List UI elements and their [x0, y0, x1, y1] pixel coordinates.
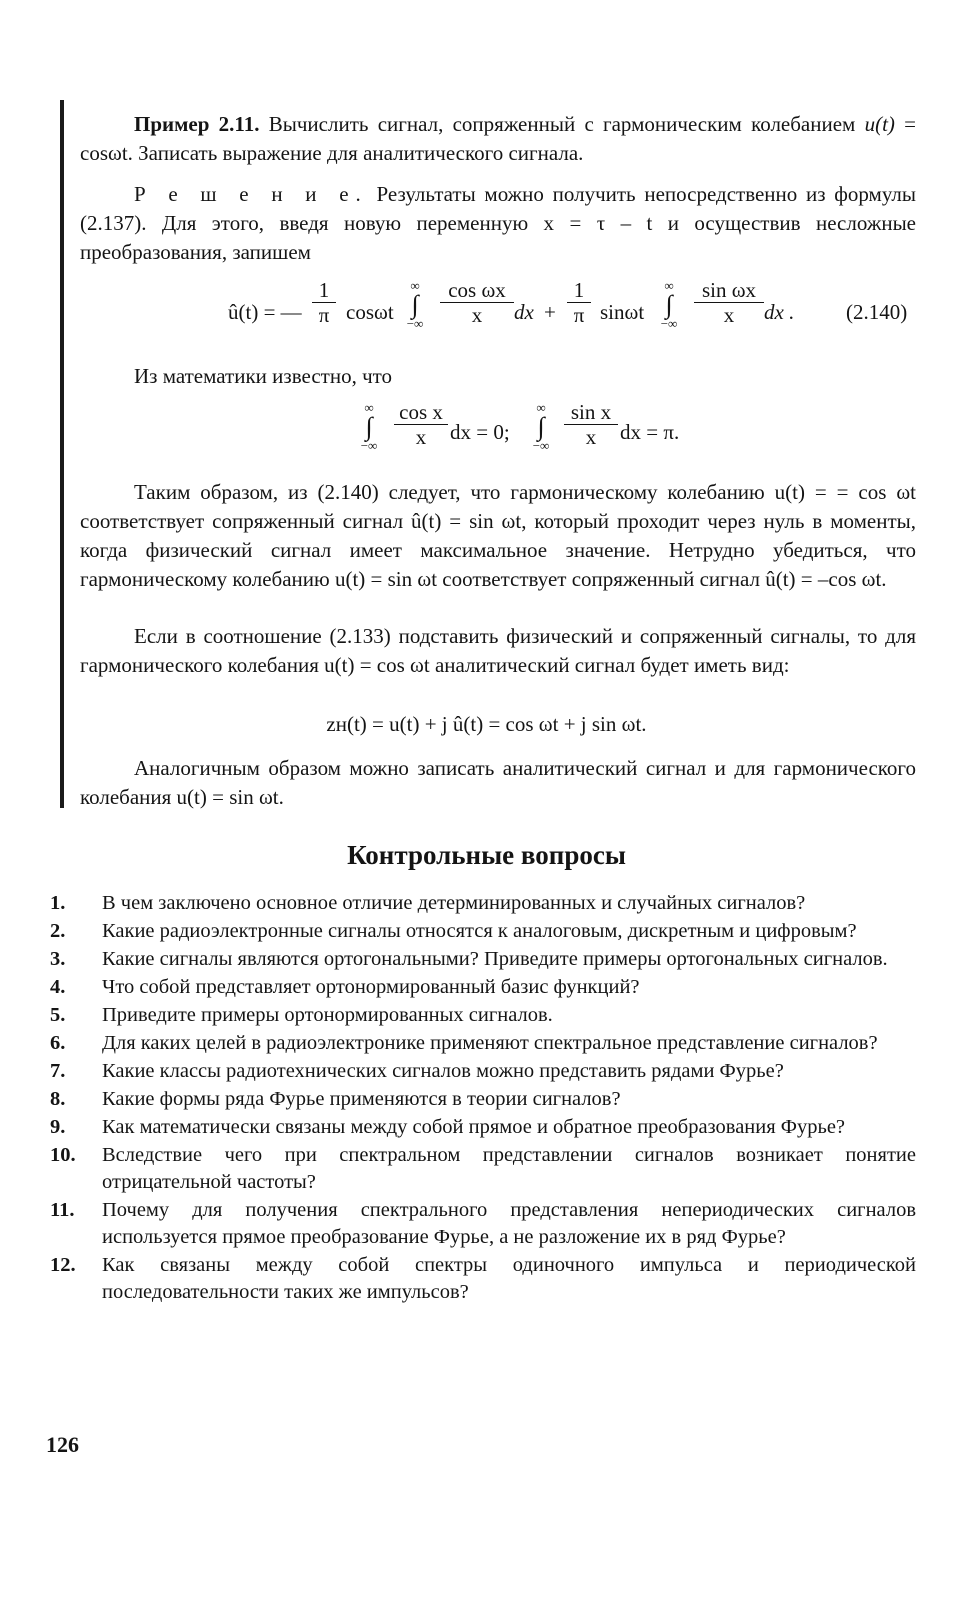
- question-item: [50, 890, 916, 917]
- paragraph-similar: Аналогичным образом можно записать аналитический сигнал и для гармонического колебания u(t) = sin ωt.: [80, 756, 916, 809]
- paragraph-if: Если в соотношение (2.133) подставить физический и сопряженный сигналы, то для гармонического колебания u(t) = cos ωt аналитический сигнал будет иметь вид:: [80, 624, 916, 677]
- question-text: Для каких целей в радиоэлектронике применяют спектральное представление сигналов?: [102, 1032, 878, 1054]
- question-number: 4.: [50, 976, 66, 998]
- denominator: π: [573, 303, 585, 327]
- denominator: x: [471, 303, 483, 327]
- question-number: 9.: [50, 1116, 66, 1138]
- question-number: 2.: [50, 920, 66, 942]
- question-item: [50, 1030, 916, 1057]
- lower-limit: −∞: [660, 316, 678, 331]
- question-item: [50, 1058, 916, 1085]
- question-text: В чем заключено основное отличие детерминированных и случайных сигналов?: [102, 892, 806, 914]
- example-text-1: Вычислить сигнал, сопряженный с гармоническим колебанием: [259, 112, 865, 136]
- solution-label: Р е ш е н и е.: [134, 182, 368, 206]
- denominator: x: [415, 425, 427, 449]
- question-item: [50, 1002, 916, 1029]
- fraction-sin-wx-over-x: [694, 278, 764, 327]
- numerator: cos x: [394, 400, 448, 425]
- question-number: 10.: [50, 1144, 76, 1166]
- question-item: [50, 974, 916, 1001]
- fraction-cos-wx-over-x: [440, 278, 514, 327]
- paragraph-thus: Таким образом, из (2.140) следует, что гармоническому колебанию u(t) = = cos ωt соответствует сопряженный сигнал û(t) = sin ωt, который проходит через нуль в моменты, когда физический сигнал имеет максимальное значение. Нетрудно убедиться, что гармоническому колебанию u(t) = sin ωt соответствует сопряженный сигнал û(t) = –cos ωt.: [80, 480, 916, 591]
- example-u-t: u(t): [864, 112, 895, 136]
- question-text: Приведите примеры ортонормированных сигналов.: [102, 1004, 553, 1026]
- page-number: 126: [46, 1432, 79, 1457]
- question-number: 1.: [50, 892, 66, 914]
- example-paragraph: [80, 110, 916, 168]
- formula-2140: [0, 270, 973, 360]
- question-text: Как математически связаны между собой прямое и обратное преобразования Фурье?: [102, 1116, 846, 1138]
- numerator: sin x: [564, 400, 618, 425]
- question-number: 3.: [50, 948, 66, 970]
- integral-sin: [528, 402, 554, 452]
- dx-equals-zero: dx = 0;: [450, 420, 510, 444]
- integral-b: [656, 280, 682, 330]
- integral-sign: ∫: [665, 290, 673, 319]
- sin-omega-t: sinωt: [600, 300, 645, 324]
- question-item: [50, 1252, 916, 1306]
- upper-limit: ∞: [364, 400, 374, 415]
- question-number: 8.: [50, 1088, 66, 1110]
- question-text: Какие формы ряда Фурье применяются в теории сигналов?: [102, 1088, 621, 1110]
- dx-b: dx .: [764, 300, 795, 324]
- integral-cos: [356, 402, 382, 452]
- plus-sign: +: [544, 300, 556, 324]
- solution-text: Результаты можно получить непосредственно из формулы (2.137). Для этого, введя новую переменную x = τ – t и осуществив несложные преобразования, запишем: [80, 182, 916, 264]
- question-text: Почему для получения спектрального представления непериодических сигналов используется прямое преобразование Фурье, а не разложение их в ряд Фурье?: [102, 1199, 916, 1248]
- question-text: Что собой представляет ортонормированный базис функций?: [102, 976, 640, 998]
- example-text-2: = cosωt. Записать выражение для аналитического сигнала.: [80, 112, 916, 165]
- lower-limit: −∞: [360, 438, 378, 453]
- integral-sign: ∫: [365, 412, 373, 441]
- question-number: 11.: [50, 1199, 75, 1221]
- dx-equals-pi: dx = π.: [620, 420, 680, 444]
- formula-known-integrals: [0, 396, 973, 468]
- question-number: 6.: [50, 1032, 66, 1054]
- fraction-sinx-over-x: [564, 400, 618, 449]
- numerator: sin ωx: [694, 278, 764, 303]
- question-text: Какие сигналы являются ортогональными? Приведите примеры ортогональных сигналов.: [102, 948, 888, 970]
- integral-a: [402, 280, 428, 330]
- integral-sign: ∫: [537, 412, 545, 441]
- upper-limit: ∞: [664, 278, 674, 293]
- formula-analytic-signal: [0, 712, 973, 737]
- section-heading: Контрольные вопросы: [347, 840, 626, 870]
- equation-number: (2.140): [846, 300, 908, 324]
- integral-sign: ∫: [411, 290, 419, 319]
- question-text: Как связаны между собой спектры одиночного импульса и периодической последовательности таких же импульсов?: [102, 1254, 916, 1303]
- math-known-line: Из математики известно, что: [134, 364, 393, 388]
- denominator: x: [723, 303, 735, 327]
- fraction-cosx-over-x: [394, 400, 448, 449]
- lower-limit: −∞: [532, 438, 550, 453]
- question-number: 12.: [50, 1254, 76, 1276]
- numerator: 1: [567, 278, 591, 303]
- question-number: 7.: [50, 1060, 66, 1082]
- denominator: x: [585, 425, 597, 449]
- formula-lhs: û(t) = —: [228, 300, 302, 324]
- cos-omega-t: cosωt: [346, 300, 394, 324]
- fraction-1-over-pi-a: [312, 278, 336, 327]
- example-label: Пример 2.11.: [134, 112, 260, 136]
- fraction-1-over-pi-b: [567, 278, 591, 327]
- analytic-signal-expression: zн(t) = u(t) + j û(t) = cos ωt + j sin ωt.: [326, 712, 647, 736]
- question-item: [50, 1197, 916, 1251]
- upper-limit: ∞: [536, 400, 546, 415]
- solution-paragraph: [80, 180, 916, 267]
- upper-limit: ∞: [410, 278, 420, 293]
- denominator: π: [318, 303, 330, 327]
- dx-a: dx: [514, 300, 534, 324]
- numerator: cos ωx: [440, 278, 514, 303]
- question-number: 5.: [50, 1004, 66, 1026]
- lower-limit: −∞: [406, 316, 424, 331]
- questions-list: [50, 890, 916, 1307]
- question-item: [50, 918, 916, 945]
- question-item: [50, 946, 916, 973]
- question-text: Какие радиоэлектронные сигналы относятся к аналоговым, дискретным и цифровым?: [102, 920, 857, 942]
- question-text: Какие классы радиотехнических сигналов можно представить рядами Фурье?: [102, 1060, 784, 1082]
- question-item: [50, 1114, 916, 1141]
- numerator: 1: [312, 278, 336, 303]
- question-text: Вследствие чего при спектральном представлении сигналов возникает понятие отрицательной частоты?: [102, 1144, 916, 1193]
- question-item: [50, 1142, 916, 1196]
- question-item: [50, 1086, 916, 1113]
